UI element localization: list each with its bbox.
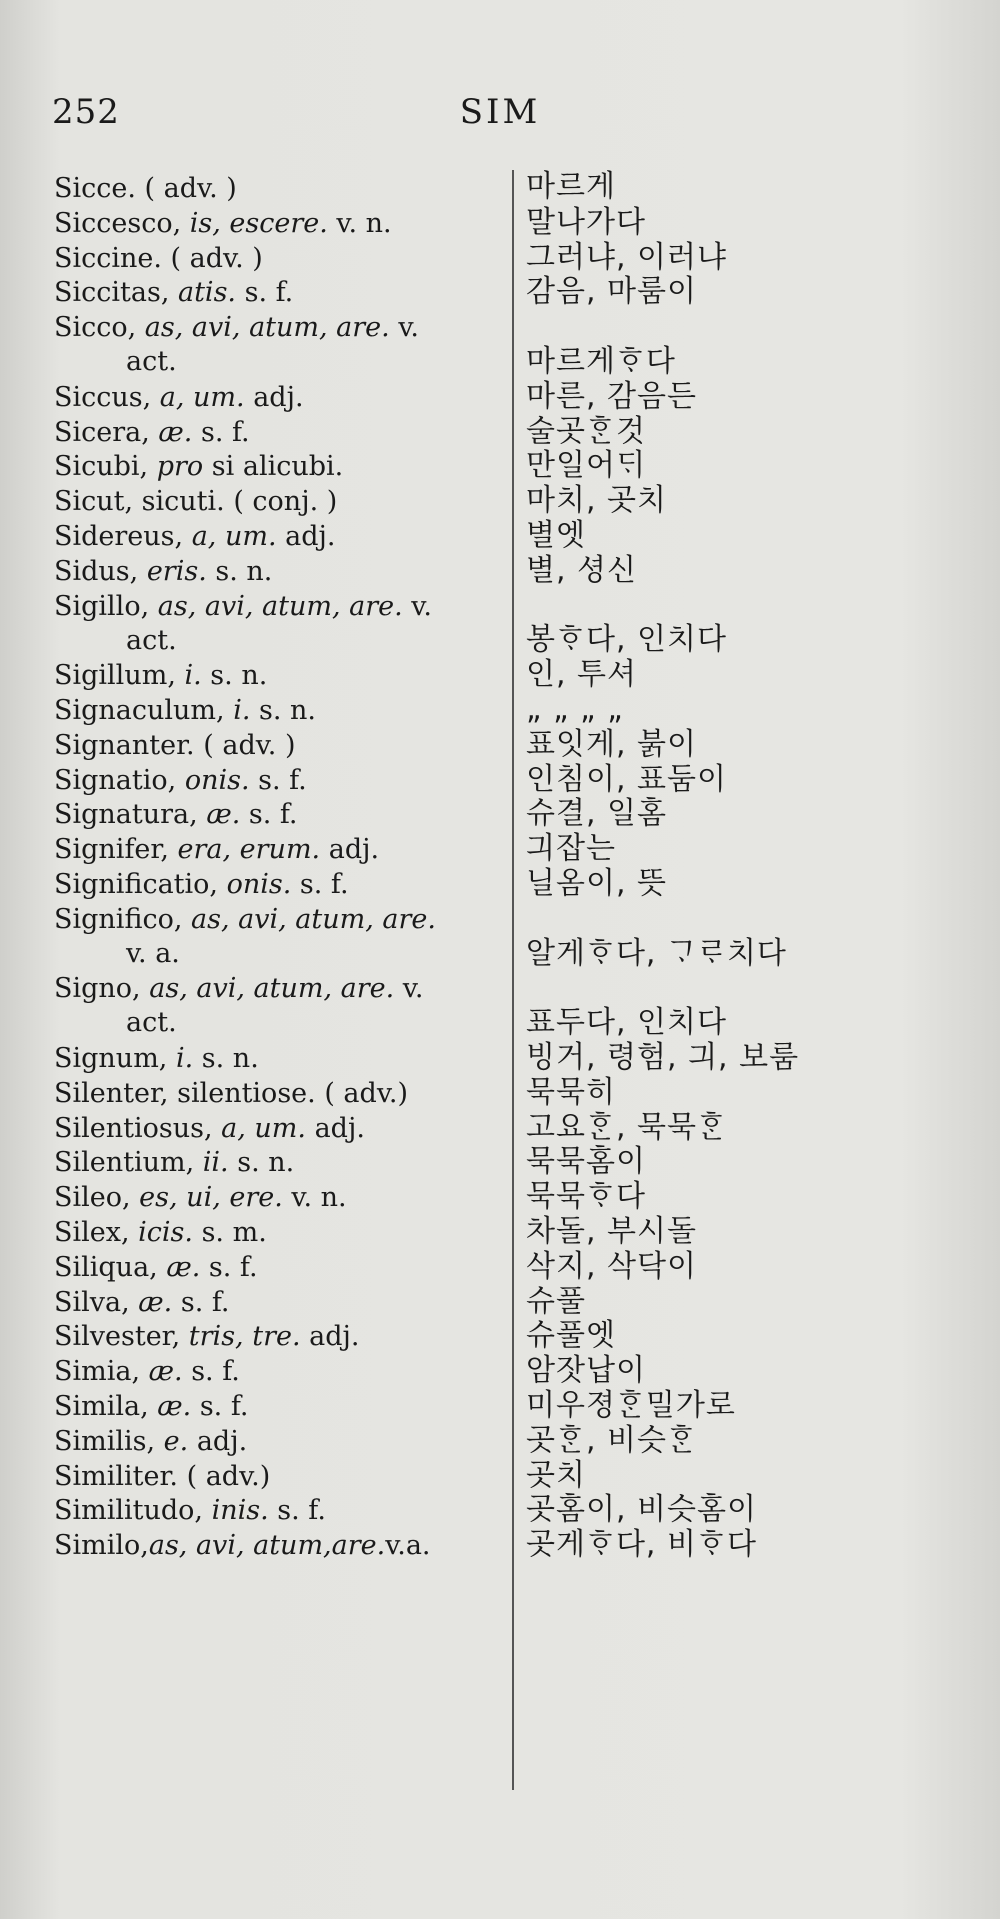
latin-headword (54, 1320, 514, 1354)
entry-term: Sicera, (54, 416, 150, 448)
dictionary-entry (0, 450, 1000, 485)
entry-term: Sicce. (54, 173, 136, 204)
dictionary-entry (0, 520, 1000, 555)
dictionary-entry (0, 798, 1000, 833)
dictionary-entry (0, 1320, 1000, 1355)
korean-translation: 마르게ᄒᆞ다 (526, 343, 676, 379)
korean-translation: 감음, 마룸이 (526, 274, 697, 310)
entry-inflection: pro (148, 451, 204, 483)
dictionary-entry (0, 413, 1000, 451)
entry-grammar: ( adv. ) (135, 173, 237, 204)
dictionary-entry (0, 311, 1000, 381)
latin-headword (54, 416, 514, 450)
entry-inflection: æ. (157, 1251, 201, 1283)
korean-translation: 별엣 (526, 518, 586, 553)
entry-continuation: v. a. (126, 937, 180, 969)
entry-term: Sileo, (54, 1182, 131, 1214)
entry-term: Similiter. (54, 1460, 178, 1492)
latin-headword (54, 1460, 514, 1494)
entry-grammar: ( adv.) (178, 1460, 271, 1492)
latin-headword (54, 450, 514, 484)
entry-term: Signum, (54, 1043, 168, 1074)
entry-term: Signatio, (54, 764, 177, 796)
entry-term: Similo, (54, 1530, 149, 1562)
dictionary-entry (0, 972, 1000, 1042)
korean-translation: 표잇게, 붉이 (526, 726, 697, 762)
latin-headword (54, 381, 514, 415)
entry-inflection: æ. (129, 1286, 173, 1318)
korean-translation: 표두다, 인치다 (526, 1005, 727, 1041)
entry-inflection: ii. (194, 1147, 229, 1179)
entry-grammar: v. (389, 312, 419, 344)
korean-translation: 마른, 감음든 (526, 378, 697, 414)
page-number: 252 (52, 92, 120, 132)
dictionary-entry (0, 485, 1000, 520)
dictionary-entry (0, 903, 1000, 973)
dictionary-entry (0, 1109, 1000, 1147)
korean-translation: 암잣납이 (526, 1353, 646, 1389)
korean-translation: 차돌, 부시돌 (526, 1214, 697, 1249)
entry-grammar: s. f. (291, 869, 349, 900)
latin-headword (54, 903, 514, 971)
korean-translation: 빙거, 령험, 긔, 보룸 (526, 1040, 800, 1075)
korean-translation: 곳치 (526, 1457, 586, 1493)
dictionary-entry (0, 868, 1000, 903)
entry-inflection: as, avi, atum, are. (136, 312, 390, 344)
entry-grammar: silentiose. ( adv.) (168, 1077, 408, 1109)
entry-term: Sicco, (54, 312, 137, 344)
latin-headword (54, 1112, 514, 1146)
entry-term: Simila, (54, 1391, 149, 1422)
entry-inflection: es, ui, ere. (130, 1182, 283, 1214)
entry-term: Sicubi, (54, 451, 149, 483)
entry-inflection: onis. (218, 869, 292, 900)
entry-grammar: v. (402, 590, 432, 622)
latin-headword (54, 868, 514, 902)
korean-translation: 묵묵ᄒᆞ다 (526, 1179, 646, 1215)
latin-headword (54, 1077, 514, 1111)
entry-continuation: act. (126, 1007, 177, 1039)
korean-translation: 고요ᄒᆞᆫ, 묵묵ᄒᆞᆫ (526, 1109, 727, 1145)
entry-grammar: s. f. (240, 799, 298, 831)
entry-grammar: s. n. (250, 695, 317, 726)
korean-translation: 미우졍ᄒᆞᆫ밀가로 (526, 1388, 736, 1423)
entry-grammar: v. (394, 973, 424, 1005)
entry-inflection: a, um. (212, 1112, 306, 1144)
entry-term: Signanter. (54, 729, 195, 761)
dictionary-entry (0, 1042, 1000, 1077)
entry-term: Silenter, (54, 1077, 169, 1109)
entry-term: Silentium, (54, 1147, 195, 1179)
dictionary-entry (0, 1146, 1000, 1181)
latin-headword (54, 1146, 514, 1180)
dictionary-entry (0, 552, 1000, 590)
entry-term: Signatura, (54, 799, 198, 831)
entry-grammar: s. n. (201, 660, 268, 692)
dictionary-entry (0, 833, 1000, 868)
dictionary-entry (0, 204, 1000, 242)
entry-inflection: i. (224, 695, 251, 726)
korean-translation: 곳ᄒᆞᆫ, 비슷ᄒᆞᆫ (526, 1422, 697, 1458)
latin-headword (54, 694, 514, 728)
entry-term: Silva, (54, 1286, 130, 1318)
korean-translation: „ „ „ „ (526, 692, 624, 727)
latin-headword (54, 659, 514, 693)
dictionary-entry (0, 726, 1000, 764)
latin-headword (54, 276, 514, 310)
entry-inflection: e. (155, 1425, 189, 1457)
entry-term: Silvester, (54, 1321, 181, 1353)
latin-headword (54, 764, 514, 798)
dictionary-entry (0, 1216, 1000, 1251)
dictionary-entry (0, 1494, 1000, 1529)
dictionary-entry (0, 1248, 1000, 1286)
entry-inflection: era, erum. (168, 834, 321, 866)
dictionary-entry (0, 1457, 1000, 1495)
entry-inflection: as, avi, atum, are. (149, 590, 403, 622)
entry-grammar: ( adv. ) (161, 242, 263, 274)
korean-translation: 삭지, 삭닥이 (526, 1248, 697, 1284)
dictionary-entry (0, 1074, 1000, 1112)
entry-term: Significo, (54, 903, 183, 935)
entry-grammar: s. f. (192, 416, 250, 448)
entry-grammar: adj. (188, 1425, 248, 1457)
entry-term: Sidereus, (54, 521, 184, 552)
entry-inflection: tris, tre. (180, 1321, 301, 1353)
latin-headword (54, 207, 514, 241)
latin-headword (54, 1425, 514, 1459)
latin-headword (54, 1042, 514, 1076)
entry-inflection: onis. (176, 764, 250, 796)
korean-translation: 마치, 곳치 (526, 483, 667, 519)
korean-translation: 술곳ᄒᆞᆫ것 (526, 413, 646, 449)
entry-inflection: eris. (138, 555, 207, 587)
entry-term: Signo, (54, 973, 141, 1005)
latin-headword (54, 1216, 514, 1250)
entry-inflection: inis. (203, 1495, 269, 1527)
dictionary-entry (0, 1390, 1000, 1425)
entry-term: Siccitas, (54, 277, 170, 309)
entry-grammar: s. f. (191, 1391, 249, 1422)
korean-translation: 묵묵히 (526, 1074, 616, 1110)
latin-headword (54, 485, 514, 519)
entry-grammar: s. f. (236, 277, 294, 309)
entry-grammar: s. f. (200, 1251, 258, 1283)
running-head: SIM (459, 92, 541, 132)
entry-grammar: s. n. (228, 1147, 295, 1179)
entry-inflection: icis. (129, 1217, 193, 1248)
entry-grammar: s. n. (193, 1043, 259, 1074)
latin-headword (54, 590, 514, 658)
entry-term: Siccesco, (54, 207, 182, 239)
latin-headword (54, 729, 514, 763)
korean-translation: 슈풀엣 (526, 1318, 616, 1354)
entry-term: Siccine. (54, 242, 162, 274)
entry-grammar: adj. (300, 1321, 360, 1353)
entry-inflection: a, um. (183, 521, 277, 552)
entry-term: Signifer, (54, 834, 169, 866)
entry-grammar: v. n. (282, 1182, 347, 1214)
latin-headword (54, 833, 514, 867)
entry-grammar: adj. (244, 381, 304, 413)
entry-inflection: as, avi, atum, are. (140, 973, 395, 1005)
korean-translation: 긔잡는 (526, 831, 616, 867)
entry-term: Similitudo, (54, 1495, 204, 1527)
entry-term: Sicut, (54, 486, 134, 518)
korean-translation: 닐옴이, 뜻 (526, 866, 667, 901)
dictionary-entry (0, 378, 1000, 416)
dictionary-entry (0, 694, 1000, 729)
korean-translation: 말나가다 (526, 204, 646, 240)
entry-inflection: as, avi, atum, are. (182, 903, 436, 935)
latin-headword (54, 1529, 514, 1563)
entry-grammar: s. f. (172, 1286, 230, 1318)
entry-term: Siliqua, (54, 1251, 158, 1283)
dictionary-entry (0, 169, 1000, 207)
latin-headword (54, 1390, 514, 1424)
entry-grammar: s. m. (192, 1217, 267, 1248)
dictionary-entry (0, 1181, 1000, 1216)
entry-term: Similis, (54, 1425, 156, 1457)
entry-inflection: æ. (148, 1391, 192, 1422)
entry-inflection: as, avi, atum,are. (148, 1530, 386, 1562)
entry-inflection: i. (175, 660, 202, 692)
entry-inflection: a, um. (151, 381, 245, 413)
latin-headword (54, 520, 514, 554)
latin-headword (54, 311, 514, 379)
korean-translation: 인침이, 표둠이 (526, 761, 727, 797)
entry-term: Sidus, (54, 555, 139, 587)
korean-translation: 묵묵홈이 (526, 1144, 646, 1180)
korean-translation: 봉ᄒᆞ다, 인치다 (526, 622, 727, 658)
entry-grammar: sicuti. ( conj. ) (133, 486, 338, 518)
entry-inflection: atis. (169, 277, 237, 309)
latin-headword (54, 172, 514, 206)
korean-translation: 인, 투셔 (526, 657, 638, 693)
dictionary-entry (0, 239, 1000, 277)
entry-term: Simia, (54, 1356, 141, 1388)
entry-grammar: s. f. (249, 764, 307, 796)
entry-term: Siccus, (54, 381, 152, 413)
entry-grammar: s. n. (206, 555, 273, 587)
dictionary-entry (0, 1422, 1000, 1460)
korean-translation: 만일어ᄃᆡ (526, 448, 646, 484)
entry-grammar: si alicubi. (203, 451, 344, 483)
latin-headword (54, 972, 514, 1040)
page-header (0, 92, 1000, 142)
entry-grammar: adj. (276, 521, 336, 552)
dictionary-entry (0, 276, 1000, 311)
entry-inflection: æ. (149, 416, 193, 448)
dictionary-entry (0, 1283, 1000, 1321)
korean-translation: 슈풀 (526, 1283, 586, 1319)
latin-headword (54, 555, 514, 589)
entry-grammar: v. n. (327, 207, 392, 239)
entry-term: Sigillo, (54, 590, 150, 622)
entry-term: Sigillum, (54, 660, 176, 692)
entry-term: Signaculum, (54, 695, 225, 726)
latin-headword (54, 1251, 514, 1285)
entry-inflection: æ. (197, 799, 241, 831)
korean-translation: 그러냐, 이러냐 (526, 239, 727, 275)
entry-grammar: s. f. (182, 1356, 240, 1388)
entry-term: Silex, (54, 1217, 130, 1248)
entry-continuation: act. (126, 346, 177, 378)
latin-headword (54, 1181, 514, 1215)
korean-translation: 곳홈이, 비슷홈이 (526, 1492, 757, 1528)
entry-grammar: s. f. (268, 1495, 326, 1527)
latin-headword (54, 242, 514, 276)
latin-headword (54, 1494, 514, 1528)
entry-inflection: is, escere. (181, 207, 328, 239)
entry-term: Significatio, (54, 869, 218, 900)
latin-headword (54, 1286, 514, 1320)
dictionary-entry (0, 1355, 1000, 1390)
entry-grammar: v.a. (385, 1530, 431, 1562)
dictionary-entry (0, 761, 1000, 799)
korean-translation: 마르게 (526, 169, 616, 204)
korean-translation: 곳게ᄒᆞ다, 비ᄒᆞ다 (526, 1527, 757, 1563)
korean-translation: 알게ᄒᆞ다, ᄀᆞᄅᆞ치다 (526, 935, 787, 971)
dictionary-entry (0, 659, 1000, 694)
entry-inflection: i. (167, 1043, 194, 1074)
entry-continuation: act. (126, 624, 177, 656)
korean-translation: 슈결, 일홈 (526, 796, 667, 832)
korean-translation: 별, 셩신 (526, 552, 638, 588)
latin-headword (54, 798, 514, 832)
latin-headword (54, 1355, 514, 1389)
dictionary-entry (0, 1529, 1000, 1564)
entry-grammar: ( adv. ) (194, 729, 296, 761)
dictionary-entry (0, 590, 1000, 660)
entry-grammar: adj. (305, 1112, 365, 1144)
entry-inflection: æ. (140, 1356, 183, 1388)
entry-grammar: adj. (320, 834, 380, 866)
entry-term: Silentiosus, (54, 1112, 213, 1144)
